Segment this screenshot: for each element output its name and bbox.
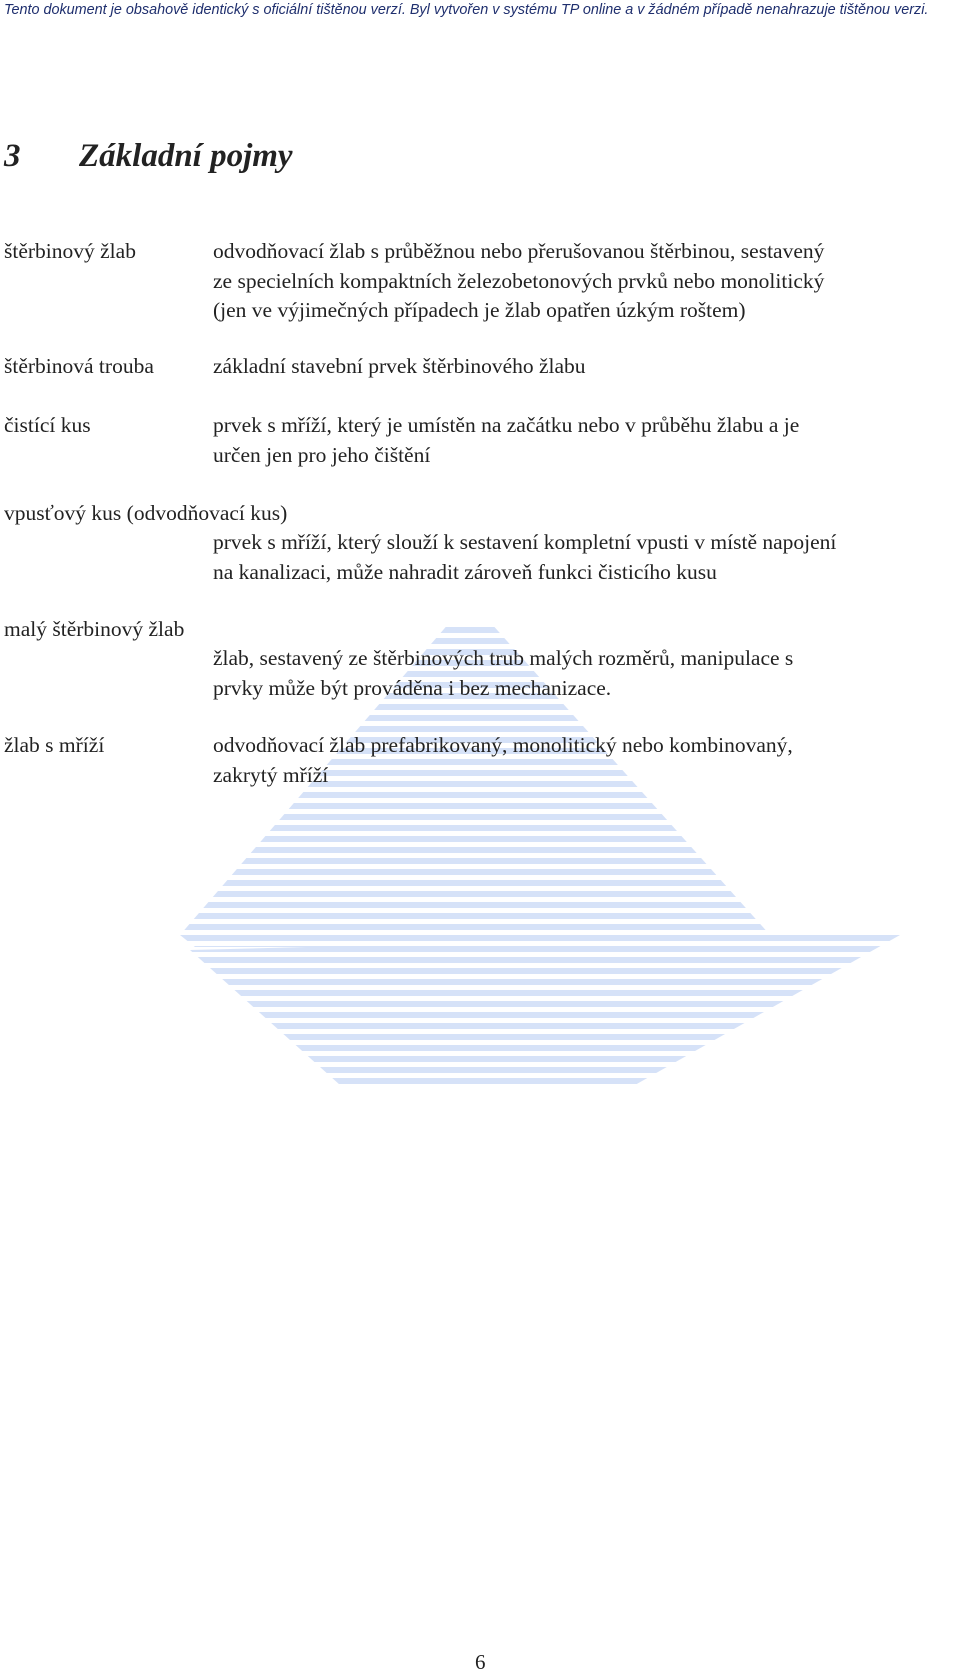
term-label: čistící kus <box>4 413 91 437</box>
term-label: malý štěrbinový žlab <box>4 617 185 641</box>
definition-line: prvek s mříží, který je umístěn na začátku nebo v průběhu žlabu a je <box>213 413 800 437</box>
section-title: Základní pojmy <box>79 138 293 174</box>
definition-line: na kanalizaci, může nahradit zároveň funkci čisticího kusu <box>213 559 717 584</box>
definition-line: odvodňovací žlab s průběžnou nebo přerušovanou štěrbinou, sestavený <box>213 239 825 263</box>
section-number: 3 <box>4 138 21 174</box>
definition-line: prvek s mříží, který slouží k sestavení kompletní vpusti v místě napojení <box>213 530 837 554</box>
term-definition <box>213 528 836 587</box>
term-definition <box>213 352 586 382</box>
definition-line: (jen ve výjimečných případech je žlab opatřen úzkým roštem) <box>213 298 746 322</box>
term-label: štěrbinová trouba <box>4 354 154 378</box>
term-label: žlab s mříží <box>4 733 105 757</box>
term-definition <box>213 731 793 790</box>
term-label: vpusťový kus (odvodňovací kus) <box>4 501 288 525</box>
page-number: 6 <box>475 1650 486 1674</box>
term-label: štěrbinový žlab <box>4 239 136 263</box>
definition-line: prvky může být prováděna i bez mechanizace. <box>213 675 612 700</box>
section-heading <box>4 136 293 176</box>
definition-line: zakrytý mříží <box>213 762 329 787</box>
definition-line: ze specielních kompaktních železobetonových prvků nebo monolitický <box>213 268 825 293</box>
definition-line: určen jen pro jeho čištění <box>213 442 431 467</box>
official-version-banner: Tento dokument je obsahově identický s oficiální tištěnou verzí. Byl vytvořen v systému TP online a v žádném případě nenahrazuje tištěnou verzi. <box>4 2 929 18</box>
definition-line: základní stavební prvek štěrbinového žlabu <box>213 354 586 378</box>
term-definition <box>213 411 799 470</box>
definition-line: žlab, sestavený ze štěrbinových trub malých rozměrů, manipulace s <box>213 646 794 670</box>
term-definition <box>213 237 824 326</box>
term-definition <box>213 644 793 703</box>
definition-line: odvodňovací žlab prefabrikovaný, monolitický nebo kombinovaný, <box>213 733 793 757</box>
